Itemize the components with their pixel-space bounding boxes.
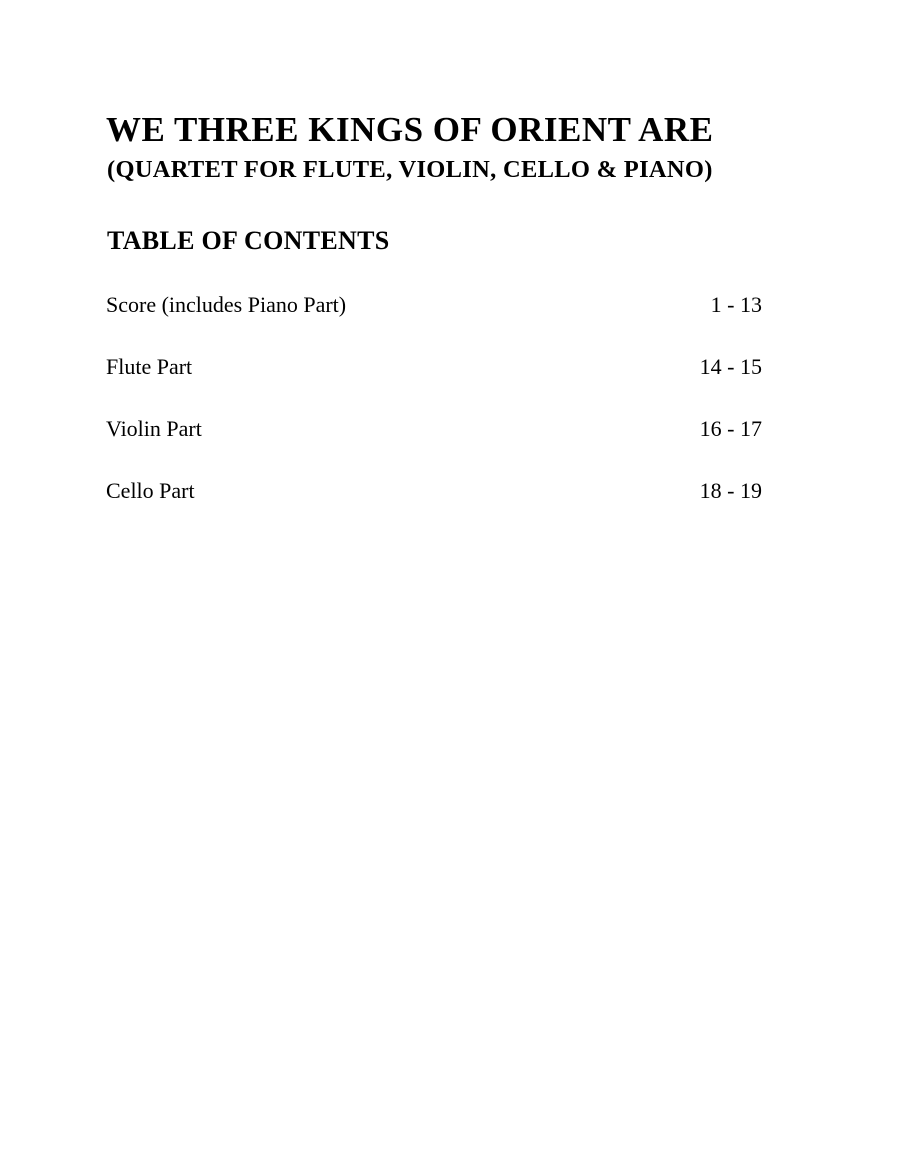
- toc-entry-pages: 18 - 19: [699, 478, 762, 503]
- toc-entry: [106, 290, 762, 352]
- toc-entry-pages: 1 - 13: [710, 292, 762, 317]
- toc-entry-label: Flute Part: [106, 354, 193, 379]
- toc-entry-pages: 16 - 17: [699, 416, 762, 441]
- toc-entry: [106, 476, 762, 538]
- toc-entry-label: Violin Part: [106, 416, 202, 441]
- toc-entry-label: Score (includes Piano Part): [106, 292, 347, 317]
- document-title: WE THREE KINGS OF ORIENT ARE: [106, 110, 714, 149]
- toc-entry-label: Cello Part: [106, 478, 195, 503]
- toc-heading: TABLE OF CONTENTS: [107, 226, 390, 255]
- table-of-contents: [106, 290, 762, 538]
- toc-entry: [106, 352, 762, 414]
- document-subtitle: (QUARTET FOR FLUTE, VIOLIN, CELLO & PIANO): [107, 156, 713, 183]
- toc-entry: [106, 414, 762, 476]
- toc-entry-pages: 14 - 15: [699, 354, 762, 379]
